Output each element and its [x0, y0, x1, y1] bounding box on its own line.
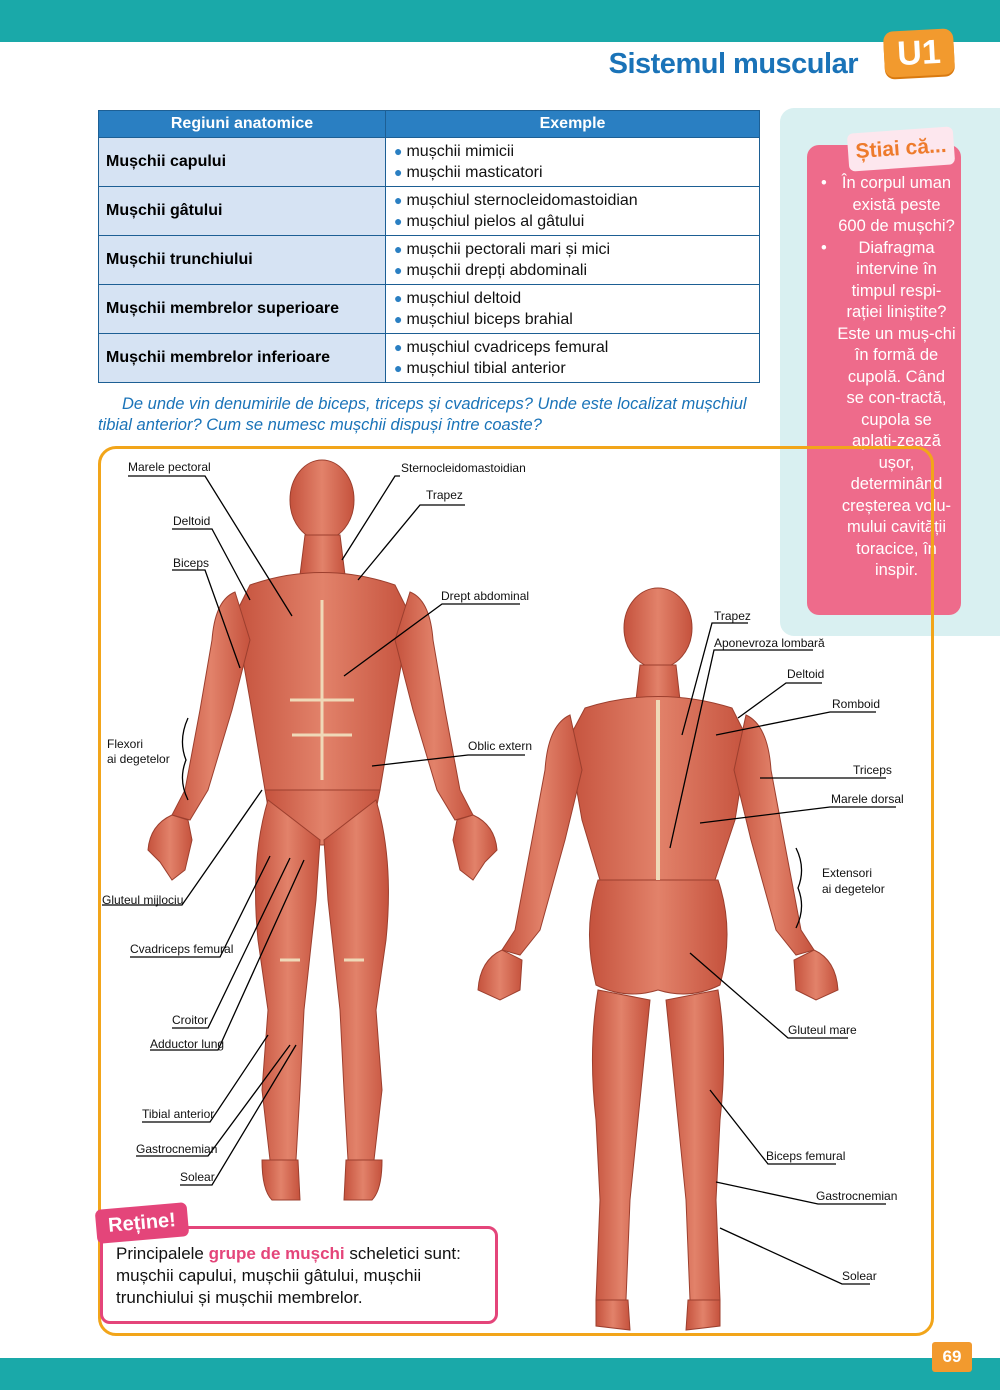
label-gastrocnemian-back: Gastrocnemian — [816, 1189, 898, 1203]
label-tibial-anterior: Tibial anterior — [142, 1107, 215, 1121]
example-item: mușchiul sternocleidomastoidian — [406, 192, 638, 209]
example-item: mușchiul pielos al gâtului — [406, 213, 585, 230]
example-item: mușchii drepți abdominali — [406, 262, 587, 279]
label-romboid: Romboid — [832, 697, 881, 711]
example-item: mușchiul biceps brahial — [406, 311, 573, 328]
label-gluteul-mare: Gluteul mare — [788, 1023, 857, 1037]
list-item: • Diafragma intervine în timpul respi-rației liniștite? Este un muș-chi în formă de cupolă. Când se con-tractă, cupola se aplati-zează ușor, determinând creșterea volu-mului cavității toracice, în inspir. — [818, 238, 956, 582]
bullet-icon: ● — [394, 164, 403, 180]
label-flexori-line2: ai degetelor — [107, 752, 170, 766]
remember-text-start: Principalele — [116, 1244, 209, 1263]
label-trapez-front: Trapez — [426, 488, 463, 502]
label-deltoid-back: Deltoid — [787, 667, 825, 681]
label-croitor: Croitor — [172, 1013, 209, 1027]
example-item: mușchiul deltoid — [406, 290, 522, 307]
label-deltoid: Deltoid — [173, 514, 211, 528]
label-marele-pectoral: Marele pectoral — [128, 460, 211, 474]
label-aponevroza-lombara: Aponevroza lombară — [714, 636, 825, 650]
example-item: mușchiul cvadriceps femural — [406, 339, 609, 356]
label-extensori: Extensori — [822, 866, 873, 880]
label-gluteul-mijlociu: Gluteul mijlociu — [102, 893, 184, 907]
did-you-know-title: Știai că... — [847, 126, 955, 171]
example-item: mușchii mimicii — [406, 143, 515, 160]
region-cell: Mușchii membrelor superioare — [99, 285, 386, 334]
label-biceps-femural: Biceps femural — [766, 1149, 846, 1163]
label-adductor-lung: Adductor lung — [150, 1037, 225, 1051]
region-cell: Mușchii capului — [99, 138, 386, 187]
bullet-icon: ● — [394, 339, 403, 355]
region-cell: Mușchii membrelor inferioare — [99, 334, 386, 383]
question-text: De unde vin denumirile de biceps, triceps și cvadriceps? Unde este localizat mușchiul tibial anterior? Cum se numesc mușchii dispuși între coaste? — [98, 395, 747, 434]
bullet-icon: ● — [394, 360, 403, 376]
unit-badge: U1 — [883, 28, 955, 78]
label-triceps: Triceps — [853, 763, 892, 777]
bullet-icon: ● — [394, 262, 403, 278]
label-solear-front: Solear — [180, 1170, 215, 1184]
label-biceps: Biceps — [173, 556, 210, 570]
list-item: • În corpul uman există peste 600 de mușchi? — [818, 173, 956, 238]
label-flexori: Flexori — [107, 737, 144, 751]
remember-tab: Reține! — [95, 1202, 190, 1244]
label-extensori-line2: ai degetelor — [822, 882, 885, 896]
bullet-icon: ● — [394, 143, 403, 159]
bullet-icon: ● — [394, 241, 403, 257]
page-title: Sistemul muscular — [608, 48, 858, 80]
label-drept-abdominal: Drept abdominal — [441, 589, 530, 603]
page-number: 69 — [932, 1342, 972, 1372]
back-body-figure — [478, 588, 838, 1330]
table-header: Exemple — [386, 111, 760, 138]
label-cvadriceps: Cvadriceps femural — [130, 942, 234, 956]
label-sternocleidomastoidian: Sternocleidomastoidian — [401, 461, 526, 475]
label-solear-back: Solear — [842, 1269, 877, 1283]
example-item: mușchii masticatori — [406, 164, 543, 181]
table-header: Regiuni anatomice — [99, 111, 386, 138]
bullet-icon: ● — [394, 311, 403, 327]
front-body-figure — [148, 460, 497, 1200]
example-item: mușchii pectorali mari și mici — [406, 241, 611, 258]
remember-highlight: grupe de mușchi — [208, 1244, 345, 1263]
label-gastrocnemian-front: Gastrocnemian — [136, 1142, 218, 1156]
bullet-icon: ● — [394, 192, 403, 208]
remember-text — [116, 1243, 492, 1309]
remember-text-end: scheletici sunt: mușchii capului, mușchii gâtului, mușchii trunchiului și mușchii membrelor. — [116, 1244, 461, 1307]
label-oblic-extern: Oblic extern — [468, 739, 533, 753]
label-marele-dorsal: Marele dorsal — [831, 792, 904, 806]
region-cell: Mușchii trunchiului — [99, 236, 386, 285]
region-cell: Mușchii gâtului — [99, 187, 386, 236]
label-trapez-back: Trapez — [714, 609, 751, 623]
example-item: mușchiul tibial anterior — [406, 360, 566, 377]
bullet-icon: ● — [394, 213, 403, 229]
bullet-icon: ● — [394, 290, 403, 306]
